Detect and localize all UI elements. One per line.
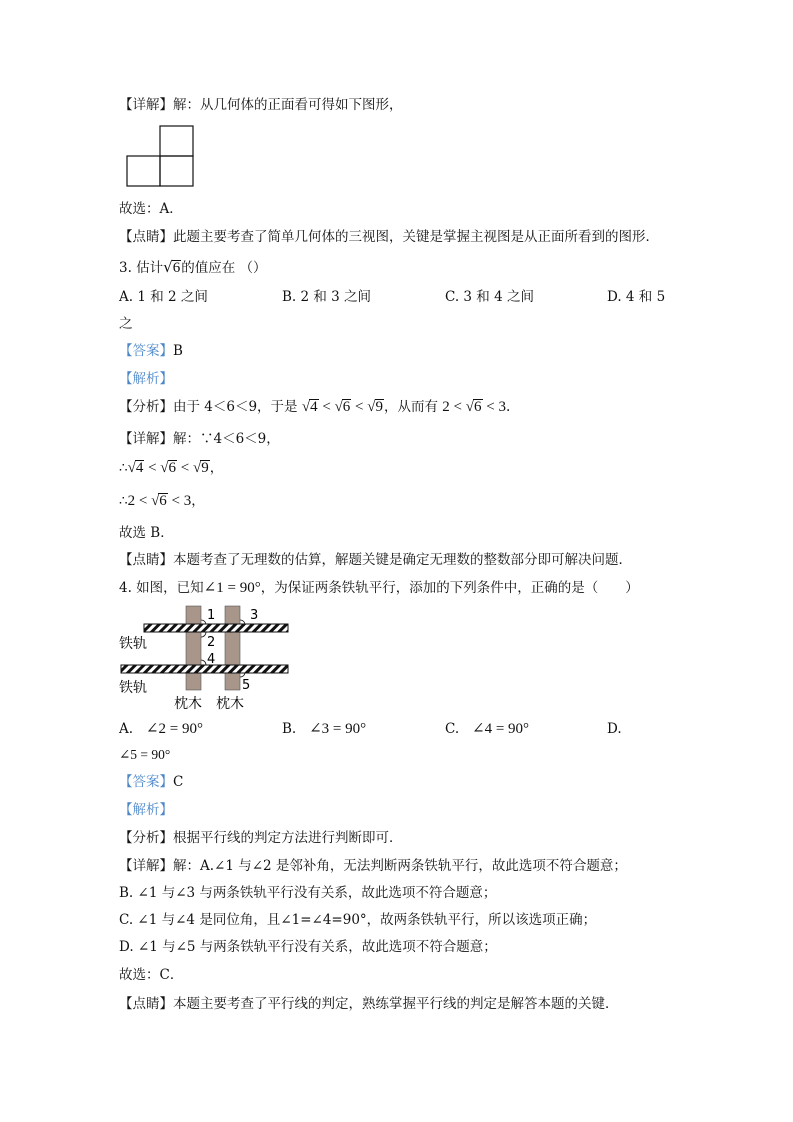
q4-comment: 【点睛】本题主要考查了平行线的判定，熟练掌握平行线的判定是解答本题的关键． [119,996,619,1012]
rail-bottom [121,665,288,673]
q4-analysis-label: 【解析】 [119,802,173,818]
q3-step-2: ∴2 < √6 < 3， [119,493,205,509]
q3-option-d-wrap: 之 [119,316,133,332]
q4-xiangjie: 【详解】解：A.∠1 与∠2 是邻补角，无法判断两条铁轨平行，故此选项不符合题意； [119,858,627,874]
q2-detail: 【详解】解：从几何体的正面看可得如下图形， [119,97,403,113]
q3-analysis-label: 【解析】 [119,371,173,387]
q4-option-d-wrap: ∠5 = 90° [119,747,171,762]
q4-option-a: A. ∠2 = 90° [119,721,203,737]
q4-c-line: C. ∠1 与∠4 是同位角，且∠1=∠4=90°，故两条铁轨平行，所以该选项正确； [119,912,597,928]
q3-stem: 3. 估计√6的值应在 （） [119,258,267,276]
q3-fenxi: 【分析】由于 4＜6＜9，于是 √4 < √6 < √9，从而有 2 < √6 < 3. [119,399,511,415]
q3-option-b: B. 2 和 3 之间 [282,289,372,305]
q2-comment: 【点睛】此题主要考查了简单几何体的三视图，关键是掌握主视图是从正面所看到的图形． [119,229,659,245]
sleeper-label-left: 枕木 [174,696,202,712]
q4-answer: 【答案】C [119,774,184,790]
q4-stem: 4. 如图，已知∠1 = 90°，为保证两条铁轨平行，添加的下列条件中，正确的是（ ） [119,580,639,596]
q4-option-c: C. ∠4 = 90° [445,721,530,737]
angle-label-3: 3 [250,608,259,623]
q3-choice: 故选 B． [119,525,174,541]
q4-d-line: D. ∠1 与∠5 与两条铁轨平行没有关系，故此选项不符合题意； [119,939,497,955]
angle-label-5: 5 [242,678,251,693]
q3-xiangjie: 【详解】解：∵4＜6＜9， [119,431,280,447]
q4-option-b: B. ∠3 = 90° [282,721,367,737]
q3-comment: 【点睛】本题考查了无理数的估算，解题关键是确定无理数的整数部分即可解决问题． [119,552,632,568]
rail-top [144,624,288,632]
q3-option-c: C. 3 和 4 之间 [445,289,534,305]
sleeper-left [186,606,201,690]
q3-option-d: D. 4 和 5 [607,289,666,305]
q4-option-d: D. [607,721,622,737]
angle-label-2: 2 [207,635,216,650]
q4-choice: 故选：C． [119,967,184,983]
q3-option-a: A. 1 和 2 之间 [119,289,208,305]
rail-label-top: 铁轨 [119,636,147,652]
q2-answer-choice: 故选：A． [119,201,183,217]
sleeper-right [225,606,240,690]
angle-label-1: 1 [207,608,216,623]
q3-step-1: ∴√4 < √6 < √9， [119,460,224,476]
q4-b-line: B. ∠1 与∠3 与两条铁轨平行没有关系，故此选项不符合题意； [119,885,497,901]
sleeper-label-right: 枕木 [216,696,244,712]
angle-label-4: 4 [207,652,216,667]
q3-answer: 【答案】B [119,343,183,359]
q4-fenxi: 【分析】根据平行线的判定方法进行判断即可． [119,830,403,846]
rail-label-bottom: 铁轨 [119,680,147,696]
front-view-figure [125,124,197,188]
railway-figure [118,604,293,714]
